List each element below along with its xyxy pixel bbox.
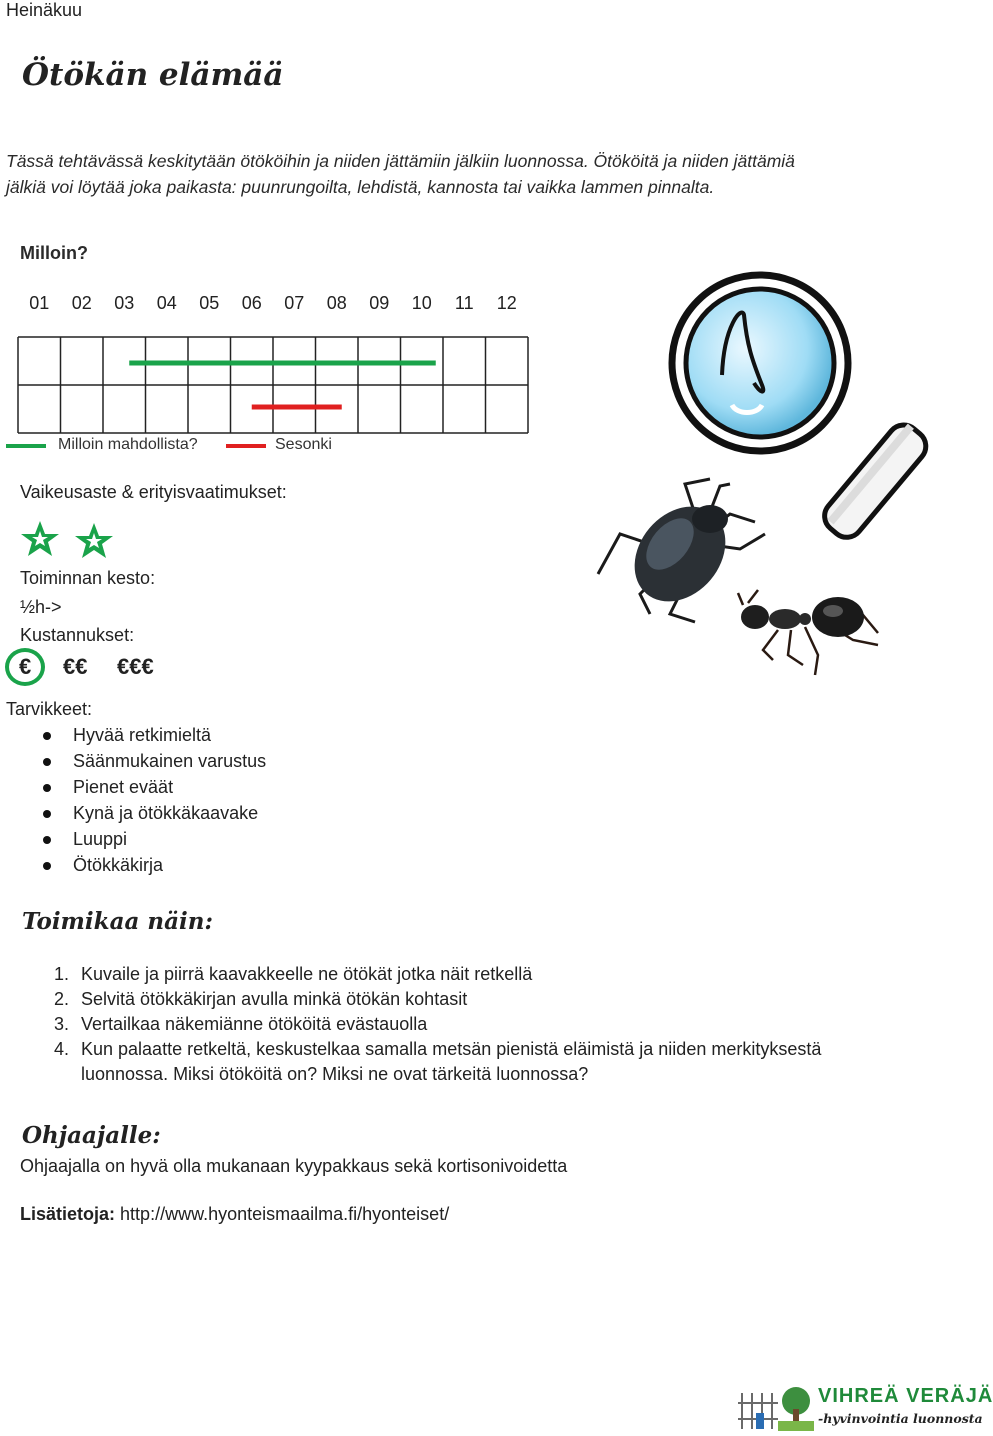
logo-name: VIHREÄ VERÄJÄ [818, 1385, 993, 1407]
duration-label: Toiminnan kesto: [20, 568, 156, 588]
list-item: Säänmukainen varustus [8, 748, 508, 774]
more-info-link[interactable]: http://www.hyonteismaailma.fi/hyonteiset/ [120, 1204, 450, 1224]
month-header: 01 [29, 293, 50, 313]
difficulty-stars [18, 519, 118, 559]
month-header: 07 [284, 293, 305, 313]
costs-label: Kustannukset: [20, 625, 135, 645]
duration-value: ½h-> [20, 597, 62, 617]
ant-icon [733, 585, 883, 680]
supplies-label: Tarvikkeet: [6, 699, 93, 719]
guide-text: Ohjaajalla on hyvä olla mukanaan kyypakkaus sekä kortisonivoidetta [20, 1156, 568, 1176]
vihrea-veraja-logo [738, 1383, 993, 1431]
star-icon [21, 521, 59, 556]
gate-icon [738, 1383, 814, 1431]
page-title: Ötökän elämää [22, 57, 284, 93]
intro-text [6, 148, 906, 200]
guide-heading: Ohjaajalle: [22, 1122, 161, 1149]
month-header: 06 [241, 293, 262, 313]
list-item: 3. Vertailkaa näkemiänne ötököitä evästauolla [54, 1014, 428, 1034]
legend-season-swatch [226, 444, 266, 448]
when-label: Milloin? [20, 243, 88, 263]
month-header: 09 [369, 293, 390, 313]
month-label: Heinäkuu [6, 0, 83, 20]
month-header: 04 [156, 293, 177, 313]
legend-season-label: Sesonki [275, 436, 332, 453]
list-item: Kynä ja ötökkäkaavake [8, 800, 508, 826]
list-item: 4. Kun palaatte retkeltä, keskustelkaa samalla metsän pienistä eläimistä ja niiden merkityksestä luonnossa. Miksi ötököitä on? Miksi ne ovat tärkeitä luonnossa? [54, 1039, 822, 1084]
list-item: 1. Kuvaile ja piirrä kaavakkeelle ne ötökät jotka näit retkellä [54, 964, 533, 984]
month-header: 08 [326, 293, 347, 313]
list-item: Luuppi [8, 826, 508, 852]
month-header: 12 [496, 293, 517, 313]
more-info [20, 1204, 449, 1225]
star-icon [75, 523, 113, 558]
list-item: Pienet eväät [8, 774, 508, 800]
cost-option-1: € [19, 654, 32, 679]
month-header: 05 [199, 293, 220, 313]
month-header: 10 [411, 293, 432, 313]
cost-option-3: €€€ [117, 654, 154, 679]
supplies-list [8, 722, 508, 878]
difficulty-label: Vaikeusaste & erityisvaatimukset: [20, 482, 287, 502]
intro-line-1: Tässä tehtävässä keskitytään ötököihin ja niiden jättämiin jälkiin luonnossa. Ötököitä ja niiden jättämiä [6, 151, 795, 171]
list-item: Ötökkäkirja [8, 852, 508, 878]
legend-possible-label: Milloin mahdollista? [58, 436, 198, 453]
month-header: 11 [454, 293, 474, 313]
month-header: 02 [71, 293, 92, 313]
instructions-list [2, 962, 902, 1087]
list-item: 2. Selvitä ötökkäkirjan avulla minkä ötökän kohtasit [54, 989, 468, 1009]
list-item: Hyvää retkimieltä [8, 722, 508, 748]
month-header: 03 [114, 293, 135, 313]
more-info-label: Lisätietoja: [20, 1204, 116, 1224]
instructions-heading: Toimikaa näin: [22, 908, 213, 935]
logo-tagline: -hyvinvointia luonnosta [818, 1411, 983, 1426]
cost-option-2: €€ [63, 654, 88, 679]
legend-possible-swatch [6, 444, 46, 448]
intro-line-2: jälkiä voi löytää joka paikasta: puunrungoilta, lehdistä, kannosta tai vaikka lammen pinnalta. [6, 177, 715, 197]
